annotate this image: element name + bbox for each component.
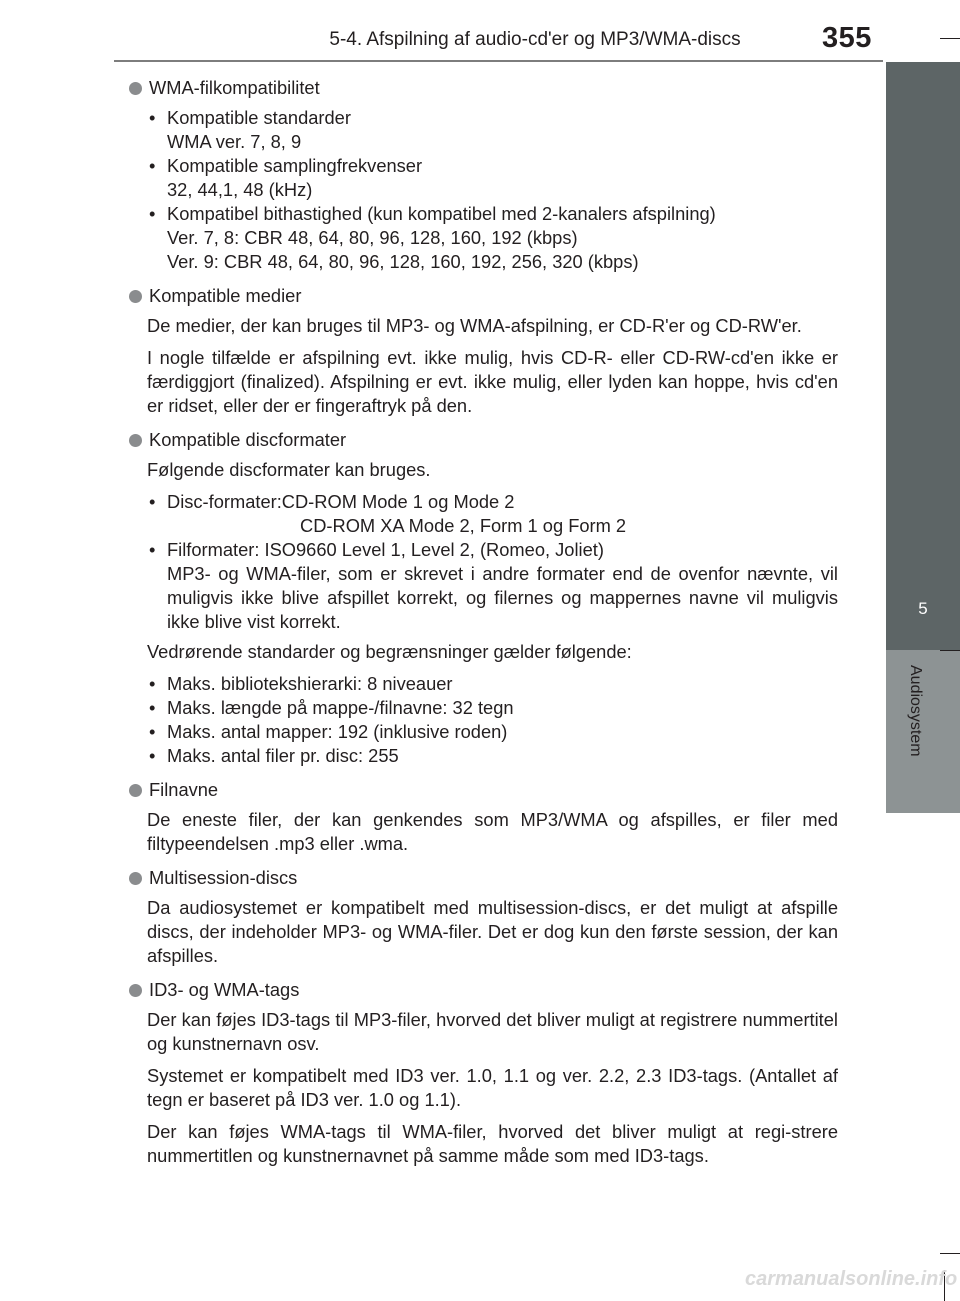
bullet-dot-icon bbox=[129, 290, 142, 303]
chapter-tab-top bbox=[886, 62, 960, 577]
format-list bbox=[129, 490, 838, 634]
list-item: • Filformater: ISO9660 Level 1, Level 2, (Romeo, Joliet) MP3- og WMA-filer, som er skrevet i andre formater end de ovenfor nævnte, vil muligvis ikke blive afspillet korrekt, og filernes og mappernes navne vil muligvis ikke blive vist korrekt. bbox=[147, 538, 838, 634]
section-heading: Kompatible discformater bbox=[129, 428, 838, 452]
section-disc-formats bbox=[129, 428, 838, 768]
paragraph: De medier, der kan bruges til MP3- og WMA-afspilning, er CD-R'er og CD-RW'er. bbox=[147, 315, 802, 336]
list-item: • Disc-formater:CD-ROM Mode 1 og Mode 2 CD-ROM XA Mode 2, Form 1 og Form 2 bbox=[147, 490, 838, 538]
limits-list bbox=[129, 672, 838, 768]
list-item: • Kompatibel bithastighed (kun kompatibel med 2-kanalers afspilning) Ver. 7, 8: CBR 48, 64, 80, 96, 128, 160, 192 (kbps) Ver. 9: CBR 48, 64, 80, 96, 128, 160, 192, 256, 320 (kbps) bbox=[147, 202, 838, 274]
watermark: carmanualsonline.info bbox=[745, 1268, 958, 1290]
section-heading: Kompatible medier bbox=[129, 284, 838, 308]
paragraph: Der kan føjes ID3-tags til MP3-filer, hvorved det bliver muligt at registrere nummertitel og kunstnernavn osv. bbox=[147, 1009, 838, 1054]
crop-mark bbox=[940, 1253, 960, 1254]
list-item: • Maks. antal mapper: 192 (inklusive roden) bbox=[147, 720, 838, 744]
section-heading: ID3- og WMA-tags bbox=[129, 978, 838, 1002]
paragraph: Der kan føjes WMA-tags til WMA-filer, hvorved det bliver muligt at regi-strere nummertitlen og kunstnernavnet på samme måde som med ID3-tags. bbox=[147, 1121, 838, 1166]
chapter-tab-label: Audiosystem bbox=[907, 665, 924, 757]
running-header-title: 5-4. Afspilning af audio-cd'er og MP3/WMA-discs bbox=[329, 29, 741, 50]
bullet-dot-icon bbox=[129, 82, 142, 95]
list-item: • Kompatible standarder WMA ver. 7, 8, 9 bbox=[147, 106, 838, 154]
list-item: • Maks. bibliotekshierarki: 8 niveauer bbox=[147, 672, 838, 696]
paragraph: Da audiosystemet er kompatibelt med multisession-discs, er det muligt at afspille discs, der indeholder MP3- og WMA-filer. Det er dog kun den første session, der kan afspilles. bbox=[147, 897, 838, 966]
section-file-names bbox=[129, 778, 838, 856]
section-heading: Multisession-discs bbox=[129, 866, 838, 890]
paragraph: Systemet er kompatibelt med ID3 ver. 1.0, 1.1 og ver. 2.2, 2.3 ID3-tags. (Antallet af tegn er baseret på ID3 ver. 1.0 og 1.1). bbox=[147, 1065, 838, 1110]
paragraph: Vedrørende standarder og begrænsninger gælder følgende: bbox=[147, 641, 632, 662]
crop-mark bbox=[940, 38, 960, 39]
list-item: • Maks. længde på mappe-/filnavne: 32 tegn bbox=[147, 696, 838, 720]
list-item: • Maks. antal filer pr. disc: 255 bbox=[147, 744, 838, 768]
section-compatible-media bbox=[129, 284, 838, 418]
section-id3-wma-tags bbox=[129, 978, 838, 1168]
bullet-dot-icon bbox=[129, 872, 142, 885]
bullet-dot-icon bbox=[129, 784, 142, 797]
paragraph: I nogle tilfælde er afspilning evt. ikke mulig, hvis CD-R- eller CD-RW-cd'en ikke er færdiggjort (finalized). Afspilning er evt. ikke mulig, eller lyden kan hoppe, hvis cd'en er ridset, eller der er fingeraftryk på den. bbox=[147, 347, 838, 416]
bullet-dot-icon bbox=[129, 434, 142, 447]
section-heading: WMA-filkompatibilitet bbox=[129, 76, 838, 100]
crop-mark bbox=[940, 650, 960, 651]
page-body bbox=[129, 76, 838, 1178]
chapter-tab-number: 5 bbox=[886, 577, 960, 650]
section-heading: Filnavne bbox=[129, 778, 838, 802]
section-wma-compatibility bbox=[129, 76, 838, 274]
page-number: 355 bbox=[822, 22, 872, 54]
bullet-dot-icon bbox=[129, 984, 142, 997]
paragraph: Følgende discformater kan bruges. bbox=[147, 459, 431, 480]
header-rule bbox=[114, 60, 883, 62]
section-multisession bbox=[129, 866, 838, 968]
wma-spec-list bbox=[129, 106, 838, 274]
list-item: • Kompatible samplingfrekvenser 32, 44,1, 48 (kHz) bbox=[147, 154, 838, 202]
paragraph: De eneste filer, der kan genkendes som MP3/WMA og afspilles, er filer med filtypeendelsen .mp3 eller .wma. bbox=[147, 809, 838, 854]
